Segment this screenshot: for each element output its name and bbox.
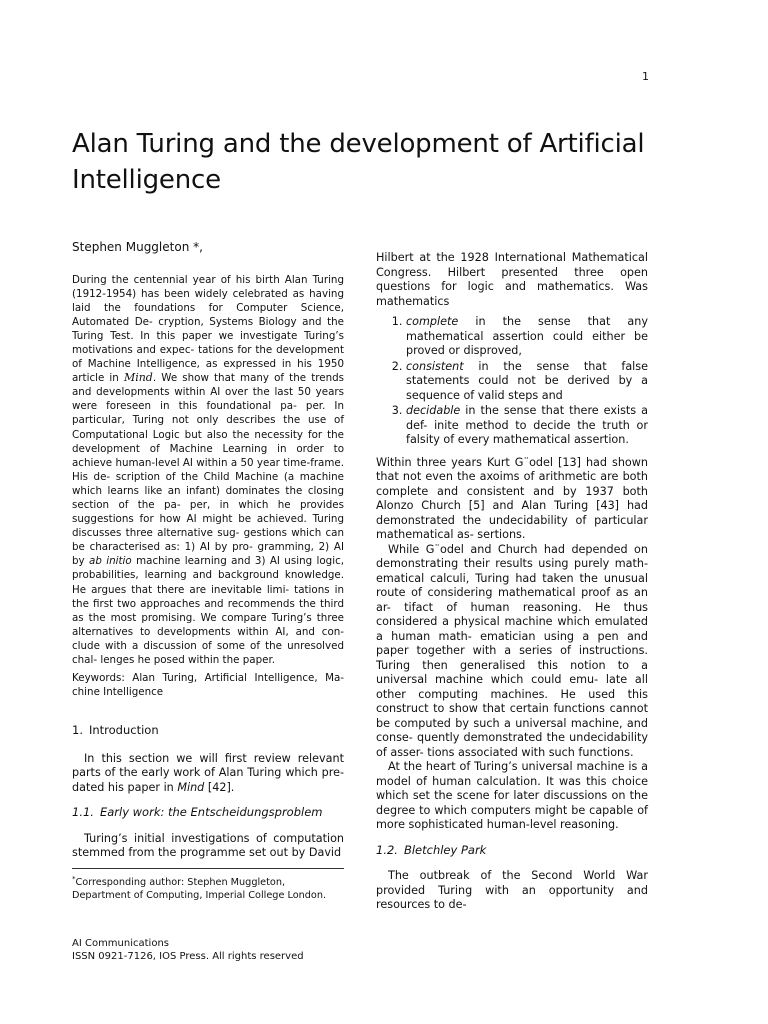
paper-title: Alan Turing and the development of Artificial Intelligence [72, 129, 645, 195]
godel-paragraph: Within three years Kurt G¨odel [13] had shown that not even the axoims of arithmetic are both complete and consistent and by 1937 both Alonzo Church [5] and Alan Turing [43] had demonstrated the undecidability of particular mathematical as- sertions. [376, 455, 648, 541]
bletchley-paragraph: The outbreak of the Second World War provided Turing with an opportunity and resources to de- [376, 869, 648, 911]
footnote-text: Corresponding author: Stephen Muggleton, Department of Computing, Imperial College London. [72, 877, 327, 902]
section-number: 1. [72, 723, 83, 738]
subsection-heading-early-work [72, 805, 344, 820]
section-title: Introduction [88, 723, 159, 738]
universal-machine-paragraph: At the heart of Turing’s universal machine is a model of human calculation. It was this choice which set the scene for later discussions on the degree to which computers might be capable of more sophisticated human-level reasoning. [376, 760, 648, 831]
left-column [72, 240, 344, 861]
subsection-number: 1.2. [376, 842, 398, 857]
section-heading-introduction [72, 723, 344, 738]
intro-paragraph [72, 752, 344, 796]
page-number: 1 [642, 70, 649, 83]
list-item [406, 360, 648, 404]
abstract-text-2: . We show that many of the trends and developments within AI over the last 50 years were foreseen in this foundational pa- per. In particular, Turing not only describes the use of Computational Logic but also the necessity for the development of Machine Learning in order to achieve human-level AI within a 50 year time-frame. His de- scription of the Child Machine (a machine which learns like an infant) dominates the closing section of the pa- per, in which he provides suggestions for how AI might be achieved. Turing discusses three alternative sug- gestions which can be characterised as: 1) AI by pro- gramming, 2) AI by [72, 372, 344, 568]
subsection-title: Early work: the Entscheidungsproblem [99, 805, 323, 820]
author-line: Stephen Muggleton *, [72, 240, 203, 254]
turing-machine-paragraph: While G¨odel and Church had depended on demonstrating their results using purely math- ematical calculi, Turing had taken the unusual route of considering mathematical proof as an ar- tifact of human reasoning. He thus considered a physical machine which emulated a human math- ematician using a pen and paper together with a series of instructions. Turing then generalised this notion to a universal machine which could emu- late all other computing machines. He used this construct to show that certain functions cannot be computed by such a universal machine, and conse- quently demonstrated the undecidability of asser- tions associated with such functions. [376, 542, 648, 759]
abstract-text-1: During the centennial year of his birth Alan Turing (1912-1954) has been widely celebrated as having laid the foundations for Computer Science, Automated De- cryption, Systems Biology and the Turing Test. In this paper we investigate Turing’s motivations and expec- tations for the development of Machine Intelligence, as expressed in his 1950 article in [72, 273, 344, 385]
list-term: decidable [406, 404, 461, 417]
subsection-heading-bletchley [376, 843, 648, 858]
footnote [72, 868, 344, 902]
list-item [406, 315, 648, 359]
journal-info [72, 937, 304, 963]
list-item [406, 404, 648, 448]
abstract-text-3: machine learning and 3) AI using logic, probabilities, learning and background knowledge. He argues that there are inevitable limi- tations in the first two approaches and recommends the third as the most promising. We compare Turing’s three alternatives to developments within AI, and con- clude with a discussion of some of the unresolved chal- lenges he posed within the paper. [72, 555, 345, 667]
list-text: in the sense that any mathematical assertion could either be proved or disproved, [406, 315, 648, 357]
keywords: Keywords: Alan Turing, Artificial Intelligence, Ma- chine Intelligence [72, 672, 344, 699]
footnote-mark: * [72, 875, 76, 883]
subsection-number: 1.1. [72, 805, 94, 820]
abstract [72, 273, 344, 668]
early-work-paragraph: Turing’s initial investigations of computation stemmed from the programme set out by David [72, 831, 344, 860]
intro-text-2: [42]. [204, 780, 235, 794]
abstract-ab-initio: ab initio [89, 555, 132, 568]
list-term: consistent [406, 359, 464, 373]
list-text: in the sense that there exists a def- inite method to decide the truth or falsity of every mathematical assertion. [406, 404, 648, 446]
subsection-title: Bletchley Park [403, 842, 487, 857]
hilbert-paragraph: Hilbert at the 1928 International Mathematical Congress. Hilbert presented three open questions for logic and mathematics. Was mathematics [376, 251, 648, 308]
abstract-journal-mind: Mind [123, 371, 153, 385]
hilbert-questions-list [376, 315, 648, 448]
journal-issn: ISSN 0921-7126, IOS Press. All rights reserved [72, 951, 304, 962]
intro-text-1: In this section we will first review relevant parts of the early work of Alan Turing which pre-dated his paper in [72, 751, 344, 794]
journal-name: AI Communications [72, 938, 169, 949]
right-column [376, 251, 648, 913]
intro-mind: Mind [177, 780, 205, 794]
list-text: in the sense that false statements could not be derived by a sequence of valid steps and [406, 359, 648, 402]
list-term: complete [406, 315, 459, 328]
